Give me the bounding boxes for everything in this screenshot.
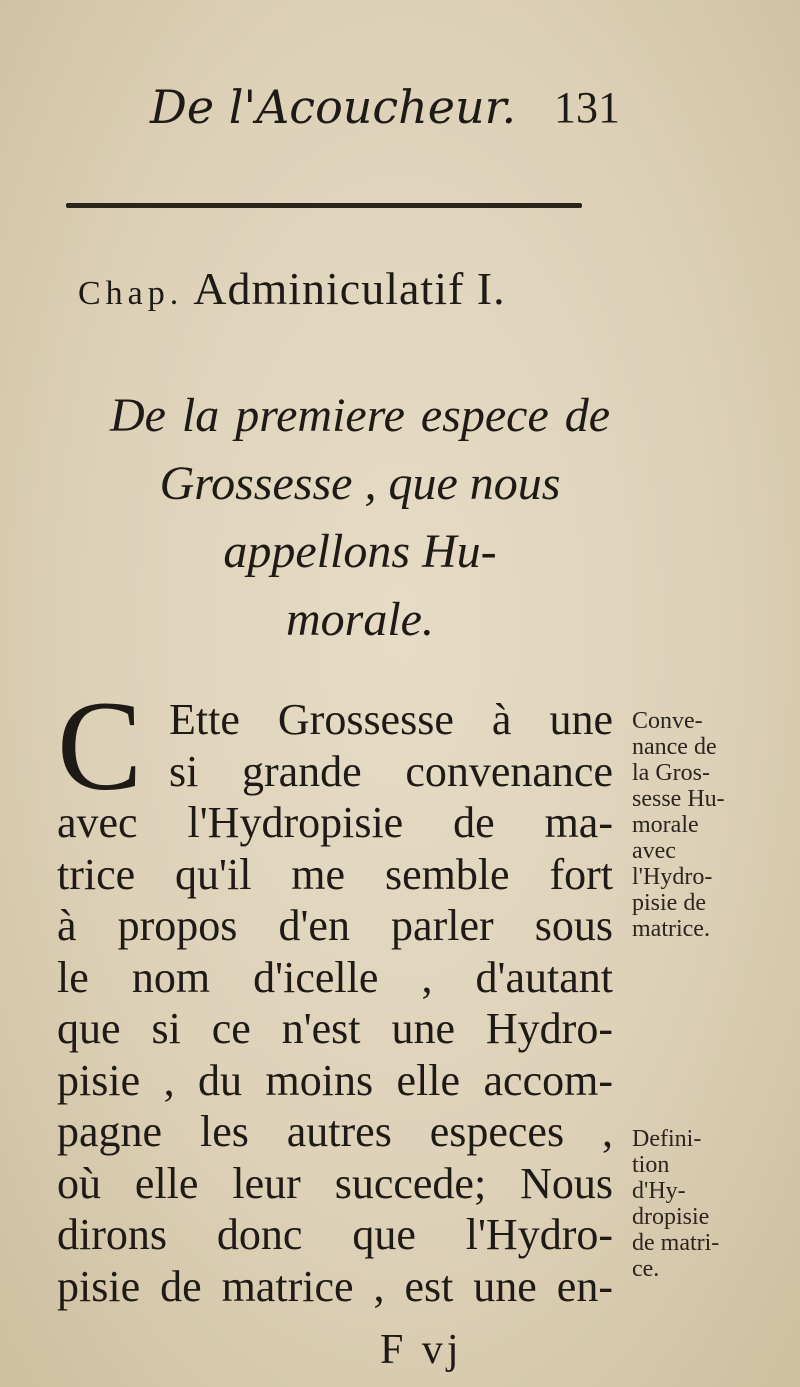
body-line: Ette Grossesse à une xyxy=(169,695,613,744)
margin-note-line: dropisie xyxy=(632,1204,710,1230)
subtitle-line: appellons Hu- xyxy=(223,525,497,578)
subtitle-line: morale. xyxy=(286,593,434,646)
margin-note-convenance xyxy=(632,708,772,942)
body-line: pisie de matrice , est une en- xyxy=(57,1261,613,1311)
subtitle-line: De la premiere espece de xyxy=(110,389,610,442)
margin-note-line: l'Hydro- xyxy=(632,864,713,890)
body-line: avec l'Hydropisie de ma- xyxy=(57,798,613,847)
page-number: 131 xyxy=(554,83,620,132)
chapter-heading xyxy=(78,262,598,315)
margin-note-line: pisie de xyxy=(632,890,706,916)
body-line: pagne les autres especes , xyxy=(57,1107,613,1156)
margin-note-line: tion xyxy=(632,1152,670,1178)
margin-note-line: nance de xyxy=(632,734,717,760)
body-line: que si ce n'est une Hydro- xyxy=(57,1004,613,1053)
margin-note-line: d'Hy- xyxy=(632,1178,686,1204)
margin-note-line: Defini- xyxy=(632,1126,702,1152)
subtitle-line: Grossesse , que nous xyxy=(159,457,561,510)
header-rule xyxy=(66,203,582,208)
chapter-subtitle xyxy=(110,382,610,654)
margin-note-line: morale xyxy=(632,812,699,838)
running-head-title: De l'Acoucheur. xyxy=(150,80,517,134)
body-text xyxy=(57,675,613,1312)
chapter-title: Adminiculatif I. xyxy=(193,263,506,314)
chapter-label: Chap. xyxy=(78,275,184,312)
body-line: à propos d'en parler sous xyxy=(57,901,613,950)
body-line: où elle leur succede; Nous xyxy=(57,1158,613,1208)
margin-note-line: matrice. xyxy=(632,916,710,942)
body-line: dirons donc que l'Hydro- xyxy=(57,1210,613,1259)
margin-note-line: ce. xyxy=(632,1256,660,1282)
margin-note-line: avec xyxy=(632,838,676,864)
body-line: pisie , du moins elle accom- xyxy=(57,1055,613,1105)
margin-note-line: Conve- xyxy=(632,708,703,734)
running-head xyxy=(150,80,620,140)
body-line: si grande convenance xyxy=(169,746,613,796)
margin-note-line: sesse Hu- xyxy=(632,786,725,812)
signature-mark: F vj xyxy=(380,1327,463,1373)
body-line: trice qu'il me semble fort xyxy=(57,849,613,899)
margin-note-definition xyxy=(632,1126,772,1282)
drop-cap: C xyxy=(57,675,143,817)
margin-note-line: la Gros- xyxy=(632,760,710,786)
margin-note-line: de matri- xyxy=(632,1230,720,1256)
body-line: le nom d'icelle , d'autant xyxy=(57,952,613,1002)
